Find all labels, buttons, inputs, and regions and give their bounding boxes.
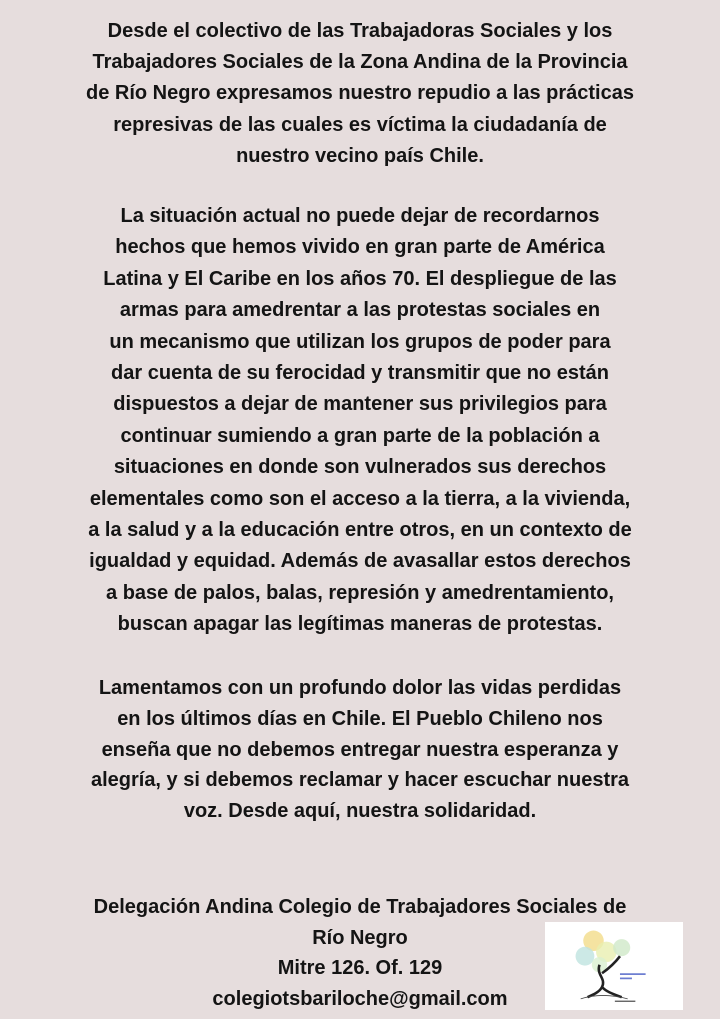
- text-line: a la salud y a la educación entre otros, en un contexto de: [88, 519, 632, 541]
- text-line: Lamentamos con un profundo dolor las vidas perdidas: [98, 677, 622, 699]
- text-line: represivas de las cuales es víctima la ciudadanía de: [113, 113, 607, 136]
- text-line: hechos que hemos vivido en gran parte de América: [115, 236, 605, 259]
- text-line: alegría, y si debemos reclamar y hacer escuchar nuestra: [90, 769, 630, 792]
- text-line: de Río Negro expresamos nuestro repudio a las prácticas: [86, 82, 634, 105]
- text-line: Latina y El Caribe en los años 70. El despliegue de las: [103, 267, 617, 290]
- tree-logo: [545, 922, 683, 1010]
- text-line: igualdad y equidad. Además de avasallar estos derechos: [89, 550, 631, 573]
- text-line: voz. Desde aquí, nuestra solidaridad.: [183, 800, 537, 823]
- text-line: un mecanismo que utilizan los grupos de poder para: [109, 330, 611, 353]
- text-line: Trabajadores Sociales de la Zona Andina de la Provincia: [92, 51, 628, 74]
- text-line: Desde el colectivo de las Trabajadoras Sociales y los: [107, 20, 613, 42]
- footer-line: Río Negro: [312, 926, 408, 949]
- footer-line: Delegación Andina Colegio de Trabajadores Sociales de: [93, 896, 627, 918]
- text-line: buscan apagar las legítimas maneras de protestas.: [117, 613, 603, 636]
- text-line: armas para amedrentar a las protestas sociales en: [119, 299, 601, 322]
- text-line: dar cuenta de su ferocidad y transmitir que no están: [111, 362, 609, 384]
- contact-email: colegiotsbariloche@gmail.com: [212, 988, 508, 1011]
- text-line: nuestro vecino país Chile.: [236, 144, 484, 167]
- footer-line: Mitre 126. Of. 129: [277, 957, 443, 980]
- text-line: enseña que no debemos entregar nuestra esperanza y: [101, 738, 619, 761]
- text-line: La situación actual no puede dejar de recordarnos: [120, 205, 600, 227]
- text-line: en los últimos días en Chile. El Pueblo Chileno nos: [117, 707, 603, 730]
- text-line: continuar sumiendo a gran parte de la población a: [120, 424, 600, 447]
- text-line: dispuestos a dejar de mantener sus privilegios para: [113, 393, 607, 416]
- text-line: elementales como son el acceso a la tierra, a la vivienda,: [89, 487, 631, 510]
- text-line: a base de palos, balas, represión y amedrentamiento,: [106, 581, 614, 604]
- text-line: situaciones en donde son vulnerados sus derechos: [113, 456, 607, 479]
